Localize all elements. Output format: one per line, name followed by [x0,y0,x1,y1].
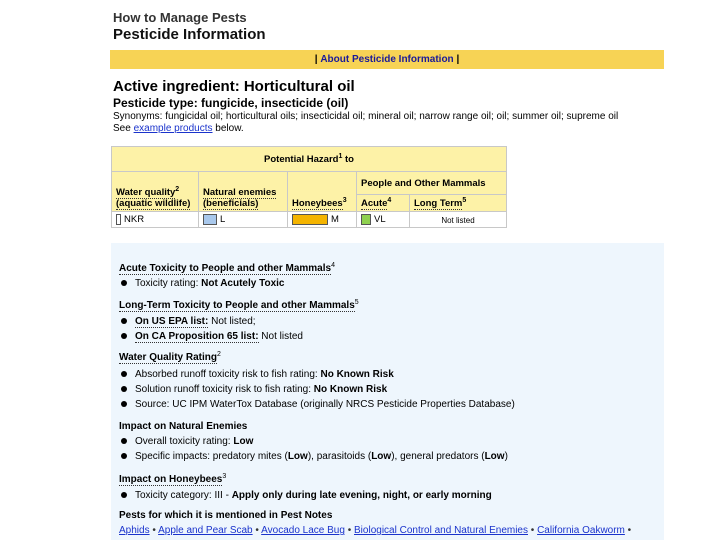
bullet-icon [121,453,127,459]
acute-label[interactable]: Acute [361,198,388,210]
bees-category-value: Apply only during late evening, night, or early morning [231,490,492,501]
list-item [121,436,253,447]
nav-bar [110,50,664,69]
specific-text-a: Specific impacts: predatory mites ( [135,451,288,462]
acute-toxicity-footnote: 4 [331,262,335,269]
specific-mites-value: Low [287,451,308,462]
long-term-label[interactable]: Long Term [414,198,463,210]
section-title: How to Manage Pests [113,10,247,25]
list-item [121,384,387,395]
bullet-icon [121,371,127,377]
specific-text-g: ) [504,451,508,462]
acute-cell [357,212,410,228]
pest-links [119,525,631,536]
honeybees-title[interactable]: Impact on Honeybees [119,474,223,486]
honeybees-value: M [331,214,339,226]
water-quality-title[interactable]: Water Quality Rating [119,352,217,364]
water-quality-cell [112,212,199,228]
hazard-table-title [112,147,507,172]
water-swatch [116,214,121,225]
water-quality-heading [119,351,221,363]
list-item [121,278,285,289]
acute-header[interactable] [357,195,410,212]
active-ingredient-heading: Active ingredient: Horticultural oil [113,78,355,95]
pests-title: Pests for which it is mentioned in Pest Notes [119,510,333,521]
solution-label: Solution runoff toxicity risk to fish rating: [135,384,314,395]
bullet-icon [121,438,127,444]
epa-list-label[interactable]: On US EPA list: [135,316,209,327]
long-term-value: Not listed [441,216,475,226]
natural-enemies-cell [199,212,288,228]
pest-link-california-oakworm[interactable]: California Oakworm [537,525,625,536]
acute-footnote: 4 [387,197,392,204]
bullet-icon [121,401,127,407]
ca-prop65-value: Not listed [258,331,303,342]
water-quality-sub: (aquatic wildlife) [116,198,191,210]
list-item [121,399,515,410]
water-quality-rating-footnote: 2 [216,351,221,358]
pest-link-aphids[interactable]: Aphids [119,525,150,536]
natural-enemies-title: Impact on Natural Enemies [119,421,248,432]
natural-enemies-label[interactable]: Natural enemies [203,187,277,199]
natural-enemies-sub: (beneficials) [203,198,259,210]
hazard-title-text: Potential Hazard [264,154,339,166]
about-pesticide-information-link[interactable]: About Pesticide Information [320,54,454,65]
pest-link-apple-pear-scab[interactable]: Apple and Pear Scab [158,525,253,536]
list-item [121,451,508,462]
natural-enemies-value: L [220,214,226,226]
nav-pipe-left: | [314,54,318,65]
enemies-swatch [203,214,217,225]
honeybees-footnote: 3 [342,197,347,204]
link-separator: • [152,525,156,536]
see-products-line [113,123,244,134]
pest-link-biological-control[interactable]: Biological Control and Natural Enemies [354,525,528,536]
nav-pipe-right: | [456,54,460,65]
acute-rating-label: Toxicity rating: [135,278,202,289]
honeybees-header[interactable] [288,172,357,212]
source-text: Source: UC IPM WaterTox Database (originally NRCS Pesticide Properties Database) [135,399,515,410]
specific-predators-value: Low [484,451,505,462]
epa-list-value: Not listed; [208,316,256,327]
water-quality-label[interactable]: Water quality [116,187,176,199]
bullet-icon [121,280,127,286]
page-title: Pesticide Information [113,26,266,43]
bullet-icon [121,318,127,324]
acute-toxicity-heading [119,262,335,274]
link-separator: • [255,525,259,536]
specific-text-c: ), parasitoids ( [307,451,372,462]
link-separator: • [347,525,352,536]
honeybees-heading [119,473,226,485]
bullet-icon [121,492,127,498]
ca-prop65-label[interactable]: On CA Proposition 65 list: [135,331,259,342]
see-suffix: below. [212,123,244,134]
pest-link-avocado-lace-bug[interactable]: Avocado Lace Bug [261,525,345,536]
specific-parasitoids-value: Low [371,451,392,462]
list-item [121,490,492,501]
absorbed-label: Absorbed runoff toxicity risk to fish rating: [135,369,321,380]
natural-enemies-heading [119,421,247,432]
bees-category-label: Toxicity category: III - [135,490,232,501]
solution-value: No Known Risk [313,384,388,395]
bullet-icon [121,386,127,392]
acute-swatch [361,214,371,225]
absorbed-value: No Known Risk [320,369,394,380]
specific-text-e: ), general predators ( [391,451,485,462]
acute-value: VL [374,214,386,226]
people-mammals-header: People and Other Mammals [357,172,507,195]
overall-value: Low [233,436,254,447]
long-term-toxicity-footnote: 5 [354,299,359,306]
honeybees-impact-footnote: 3 [222,473,227,480]
list-item [121,331,303,342]
bullet-icon [121,333,127,339]
list-item [121,316,256,327]
link-separator: • [627,525,632,536]
long-term-header[interactable] [410,195,507,212]
acute-rating-value: Not Acutely Toxic [201,278,285,289]
acute-toxicity-title[interactable]: Acute Toxicity to People and other Mammals [119,263,332,275]
long-term-toxicity-heading [119,299,359,311]
water-quality-header[interactable] [112,172,199,212]
pesticide-type-heading: Pesticide type: fungicide, insecticide (oil) [113,96,349,110]
honeybees-cell [288,212,357,228]
bees-swatch [292,214,328,225]
overall-label: Overall toxicity rating: [135,436,234,447]
hazard-title-footnote: 1 [338,152,343,160]
water-quality-footnote: 2 [175,186,180,193]
long-term-toxicity-title[interactable]: Long-Term Toxicity to People and other Mammals [119,300,355,312]
synonyms-text: Synonyms: fungicidal oil; horticultural oils; insecticidal oil; mineral oil; narrow range oil; oil; summer oil; supreme oil [113,111,619,122]
pests-heading [119,510,332,521]
see-prefix: See [113,123,134,134]
water-quality-value: NKR [124,214,145,226]
example-products-link[interactable]: example products [133,123,213,134]
natural-enemies-header[interactable] [199,172,288,212]
long-term-cell [410,212,507,228]
list-item [121,369,394,380]
long-term-footnote: 5 [462,197,467,204]
hazard-title-suffix: to [342,154,354,166]
honeybees-label[interactable]: Honeybees [292,198,343,210]
hazard-table [111,146,507,228]
link-separator: • [530,525,535,536]
